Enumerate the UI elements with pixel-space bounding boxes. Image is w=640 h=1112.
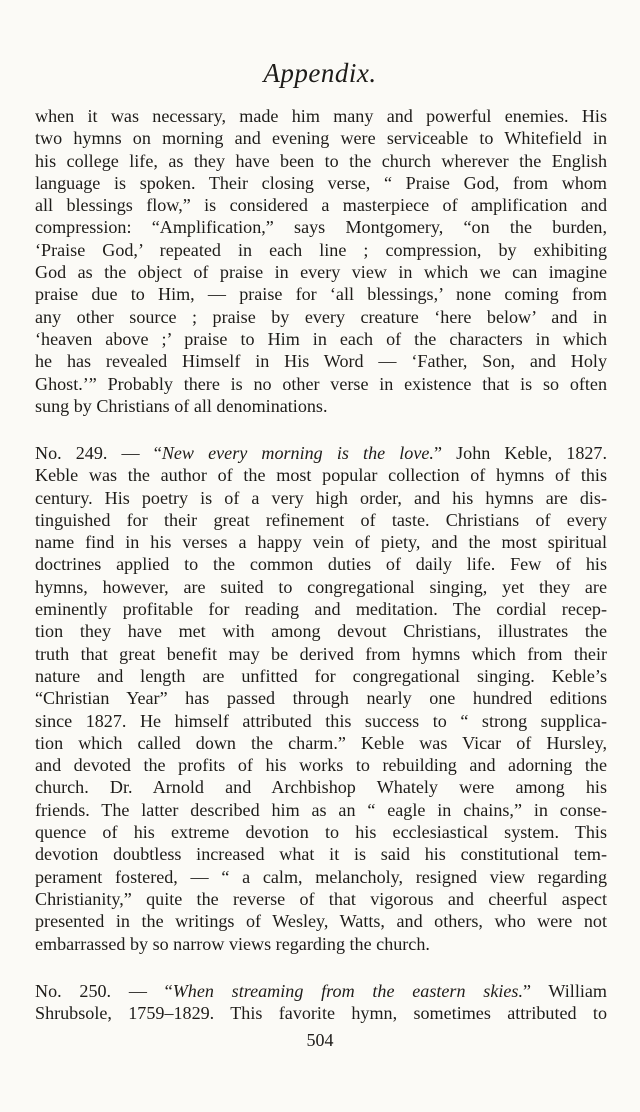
hymn-entry-250 xyxy=(35,980,607,1025)
text-line: century. His poetry is of a very high order, and his hymns are dis- xyxy=(35,487,607,508)
text-line: when it was necessary, made him many and powerful enemies. His xyxy=(35,106,607,126)
text-line: Shrubsole, 1759–1829. This favorite hymn, sometimes attributed to xyxy=(35,1003,607,1024)
text-line: Ghost.’” Probably there is no other verse in existence that is so often xyxy=(35,373,607,394)
text-line: presented in the writings of Wesley, Watts, and others, who were not xyxy=(35,911,607,932)
text-line: his college life, as they have been to the church wherever the English xyxy=(35,150,607,171)
page-number: 504 xyxy=(306,1030,334,1050)
text-line: God as the object of praise in every view in which we can imagine xyxy=(35,262,607,283)
text-line: name find in his verses a happy vein of piety, and the most spiritual xyxy=(35,532,607,553)
text-line: compression: “Amplification,” says Montgomery, “on the burden, xyxy=(35,217,607,238)
text-line: since 1827. He himself attributed this success to “ strong supplica- xyxy=(35,710,607,731)
hymn-entry-249 xyxy=(35,442,607,955)
text-line: tion which called down the charm.” Keble was Vicar of Hursley, xyxy=(35,732,607,753)
text-line: tion they have met with among devout Christians, illustrates the xyxy=(35,621,607,642)
text-line: praise due to Him, — praise for ‘all blessings,’ none coming from xyxy=(35,284,607,305)
text-line: doctrines applied to the common duties of daily life. Few of his xyxy=(35,554,607,575)
text-line: he has revealed Himself in His Word — ‘Father, Son, and Holy xyxy=(35,351,607,372)
text-line: two hymns on morning and evening were serviceable to Whitefield in xyxy=(35,128,607,149)
hymn-number: No. 250. — “ xyxy=(35,981,173,1001)
text-line: devotion doubtless increased what it is said his constitutional tem- xyxy=(35,844,607,865)
text-line: sung by Christians of all denominations. xyxy=(35,395,328,416)
hymn-number: No. 249. — “ xyxy=(35,443,162,463)
running-head: Appendix. xyxy=(263,58,377,88)
text-line: perament fostered, — “ a calm, melancholy, resigned view regarding xyxy=(35,866,607,887)
text-line: truth that great benefit may be derived from hymns which from their xyxy=(35,643,607,664)
text-line: hymns, however, are suited to congregational singing, yet they are xyxy=(35,576,607,597)
hymn-first-line: New every morning is the love. xyxy=(161,443,434,463)
text-line: ‘Praise God,’ repeated in each line ; compression, by exhibiting xyxy=(35,239,607,260)
text-line: Keble was the author of the most popular collection of hymns of this xyxy=(35,465,607,486)
hymn-heading-line xyxy=(35,980,607,1002)
text-line: ‘heaven above ;’ praise to Him in each of the characters in which xyxy=(35,328,607,349)
text-line: any other source ; praise by every creature ‘here below’ and in xyxy=(35,306,607,327)
hymn-heading-line xyxy=(35,442,607,464)
hymn-author: ” John Keble, 1827. xyxy=(433,443,607,463)
hymn-author: ” William xyxy=(522,981,607,1001)
paragraph-continuation xyxy=(35,105,607,417)
text-line: quence of his extreme devotion to his ecclesiastical system. This xyxy=(35,822,607,843)
text-line: nature and length are unfitted for congregational singing. Keble’s xyxy=(35,665,607,686)
text-line: eminently profitable for reading and meditation. The cordial recep- xyxy=(35,599,607,620)
text-line: “Christian Year” has passed through nearly one hundred editions xyxy=(35,688,607,709)
text-line: and devoted the profits of his works to rebuilding and adorning the xyxy=(35,755,607,776)
text-line: all blessings flow,” is considered a masterpiece of amplification and xyxy=(35,195,607,216)
hymn-first-line: When streaming from the eastern skies. xyxy=(172,981,523,1001)
text-line: language is spoken. Their closing verse, “ Praise God, from whom xyxy=(35,172,607,193)
text-line: tinguished for their great refinement of taste. Christians of every xyxy=(35,509,607,530)
text-line: Christianity,” quite the reverse of that vigorous and cheerful aspect xyxy=(35,888,607,909)
text-line: embarrassed by so narrow views regarding the church. xyxy=(35,933,430,954)
text-line: friends. The latter described him as an “ eagle in chains,” in conse- xyxy=(35,799,607,820)
text-line: church. Dr. Arnold and Archbishop Whately were among his xyxy=(35,777,607,798)
